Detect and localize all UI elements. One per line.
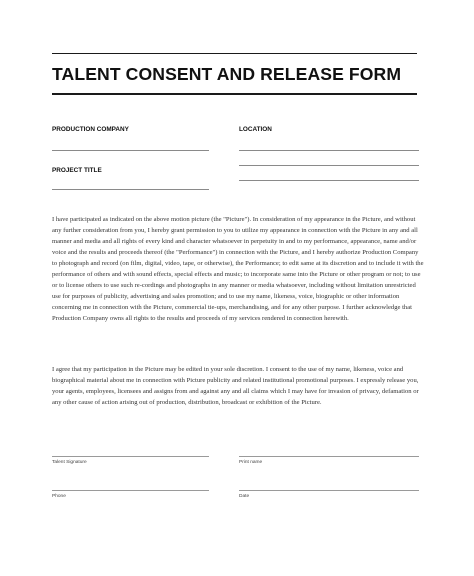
phone-line[interactable]: [52, 490, 209, 491]
print-name-label: Print name: [239, 460, 263, 465]
title-underline-rule: [52, 93, 417, 95]
location-line-1[interactable]: [239, 150, 419, 151]
location-label: LOCATION: [239, 126, 272, 133]
top-rule: [52, 53, 417, 54]
production-company-label: PRODUCTION COMPANY: [52, 126, 129, 133]
talent-signature-label: Talent Signature: [52, 460, 87, 465]
print-name-line[interactable]: [239, 456, 419, 457]
production-company-line[interactable]: [52, 150, 209, 151]
release-paragraph: I agree that my participation in the Picture may be edited in your sole discretion. I consent to the use of my name, likeness, voice and biographical material about me in connection with Picture publicity and related institutional promotional purposes. I expressly release you, your agents, employees, licensees and assigns from and against any and all claims which I may have for invasion of privacy, defamation or any other cause of action arising out of production, distribution, broadcast or exhibition of the Picture.: [52, 366, 419, 406]
phone-label: Phone: [52, 494, 66, 499]
project-title-line[interactable]: [52, 189, 209, 190]
date-label: Date: [239, 494, 250, 499]
talent-signature-line[interactable]: [52, 456, 209, 457]
consent-paragraph: I have participated as indicated on the above motion picture (the "Picture"). In consideration of my appearance in the Picture, and without any further consideration from you, I hereby grant permission to you to utilize my appearance in connection with the Picture in any and all manner and media and all rights of every kind and character whatsoever in perpetuity in and to my performance, appearance, name and/or voice and the results and proceeds thereof (the "Performance") in connection with the Picture, and I hereby authorize Production Company to photograph and record (on film, digital, video, tape, or otherwise), the Performance; to edit same at its discretion and to include it with the performance of others and with sound effects, special effects and music; to incorporate same into the Picture or other program or not; to use or to license others to use such re-cordings and photographs in any manner or media whatsoever, including without limitation unrestricted use for purposes of publicity, advertising and sales promotion; and to use my name, likeness, voice, biographic or other information concerning me in connection with the Picture, commercial tie-ups, merchandising, and for any other purpose. I further acknowledge that Production Company owns all rights to the results and proceeds of my services rendered in connection herewith.: [52, 216, 424, 322]
project-title-label: PROJECT TITLE: [52, 167, 102, 174]
form-title: TALENT CONSENT AND RELEASE FORM: [52, 64, 402, 84]
location-line-3[interactable]: [239, 180, 419, 181]
location-line-2[interactable]: [239, 165, 419, 166]
date-line[interactable]: [239, 490, 419, 491]
